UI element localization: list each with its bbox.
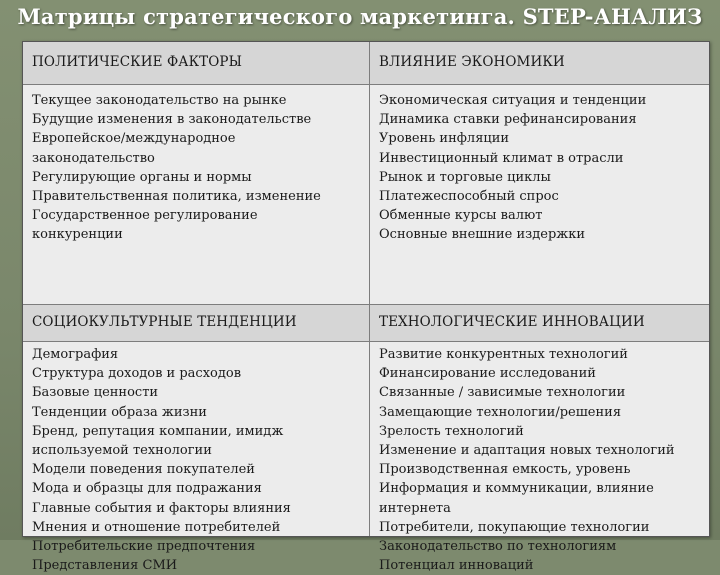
factor-line: Законодательство по технологиям <box>379 539 617 555</box>
content-row-1 <box>23 85 709 305</box>
factor-line: Главные события и факторы влияния <box>32 500 291 516</box>
economic-header: ВЛИЯНИЕ ЭКОНОМИКИ <box>379 54 565 71</box>
factor-line: Динамика ставки рефинансирования <box>379 112 637 128</box>
political-header: ПОЛИТИЧЕСКИЕ ФАКТОРЫ <box>23 42 370 84</box>
factor-line: используемой технологии <box>32 443 212 459</box>
factor-line: Потребители, покупающие технологии <box>379 519 650 535</box>
factor-line: Финансирование исследований <box>379 366 596 382</box>
factor-line: Бренд, репутация компании, имидж <box>32 423 284 439</box>
factor-line: Развитие конкурентных технологий <box>379 347 628 362</box>
factor-line: Текущее законодательство на рынке <box>32 93 287 108</box>
factor-line: Инвестиционный климат в отрасли <box>379 150 624 166</box>
factor-line: Демография <box>32 347 119 362</box>
sociocultural-header: СОЦИОКУЛЬТУРНЫЕ ТЕНДЕНЦИИ <box>23 305 370 341</box>
sociocultural-factors-list <box>23 342 370 574</box>
factor-line: Замещающие технологии/решения <box>379 404 622 420</box>
factor-line: Рынок и торговые циклы <box>379 169 551 185</box>
factor-line: Основные внешние издержки <box>379 227 586 243</box>
factor-line: Платежеспособный спрос <box>379 189 559 205</box>
factor-line: Модели поведения покупателей <box>32 462 255 478</box>
header-row-1 <box>23 42 709 85</box>
factor-line: интернета <box>379 500 451 516</box>
factor-line: Правительственная политика, изменение <box>32 189 321 205</box>
factor-line: Базовые ценности <box>32 385 159 401</box>
factor-line: Европейское/международное <box>32 131 236 147</box>
factor-line: Изменение и адаптация новых технологий <box>379 443 675 459</box>
factor-line: Информация и коммуникации, влияние <box>379 481 654 497</box>
factor-line: Связанные / зависимые технологии <box>379 385 626 401</box>
technological-factors-list <box>370 342 709 574</box>
factor-line: Экономическая ситуация и тенденции <box>379 93 647 108</box>
factor-line: Мнения и отношение потребителей <box>32 519 281 535</box>
slide-title: Матрицы стратегического маркетинга. STEP-АНАЛИЗ <box>17 4 703 29</box>
factor-line: Уровень инфляции <box>379 131 510 147</box>
factor-line: Будущие изменения в законодательстве <box>32 112 312 128</box>
factor-line: Обменные курсы валют <box>379 208 543 224</box>
factor-line: Структура доходов и расходов <box>32 366 242 382</box>
factor-line: Зрелость технологий <box>379 423 524 439</box>
political-factors-list <box>23 85 370 304</box>
factor-line: Представления СМИ <box>32 558 178 574</box>
factor-line: Потенциал инноваций <box>379 558 534 574</box>
factor-line: законодательство <box>32 150 155 166</box>
step-matrix-table <box>22 41 710 574</box>
technological-header: ТЕХНОЛОГИЧЕСКИЕ ИННОВАЦИИ <box>379 314 645 331</box>
factor-line: Производственная емкость, уровень <box>379 462 631 478</box>
factor-line: Потребительские предпочтения <box>32 539 256 555</box>
factor-line: Мода и образцы для подражания <box>32 481 262 497</box>
header-row-2 <box>23 305 709 342</box>
factor-line: Государственное регулирование <box>32 208 258 224</box>
factor-line: конкуренции <box>32 227 123 243</box>
factor-line: Тенденции образа жизни <box>32 404 207 420</box>
factor-line: Регулирующие органы и нормы <box>32 169 252 185</box>
economic-factors-list <box>370 85 709 304</box>
content-row-2 <box>23 342 709 574</box>
